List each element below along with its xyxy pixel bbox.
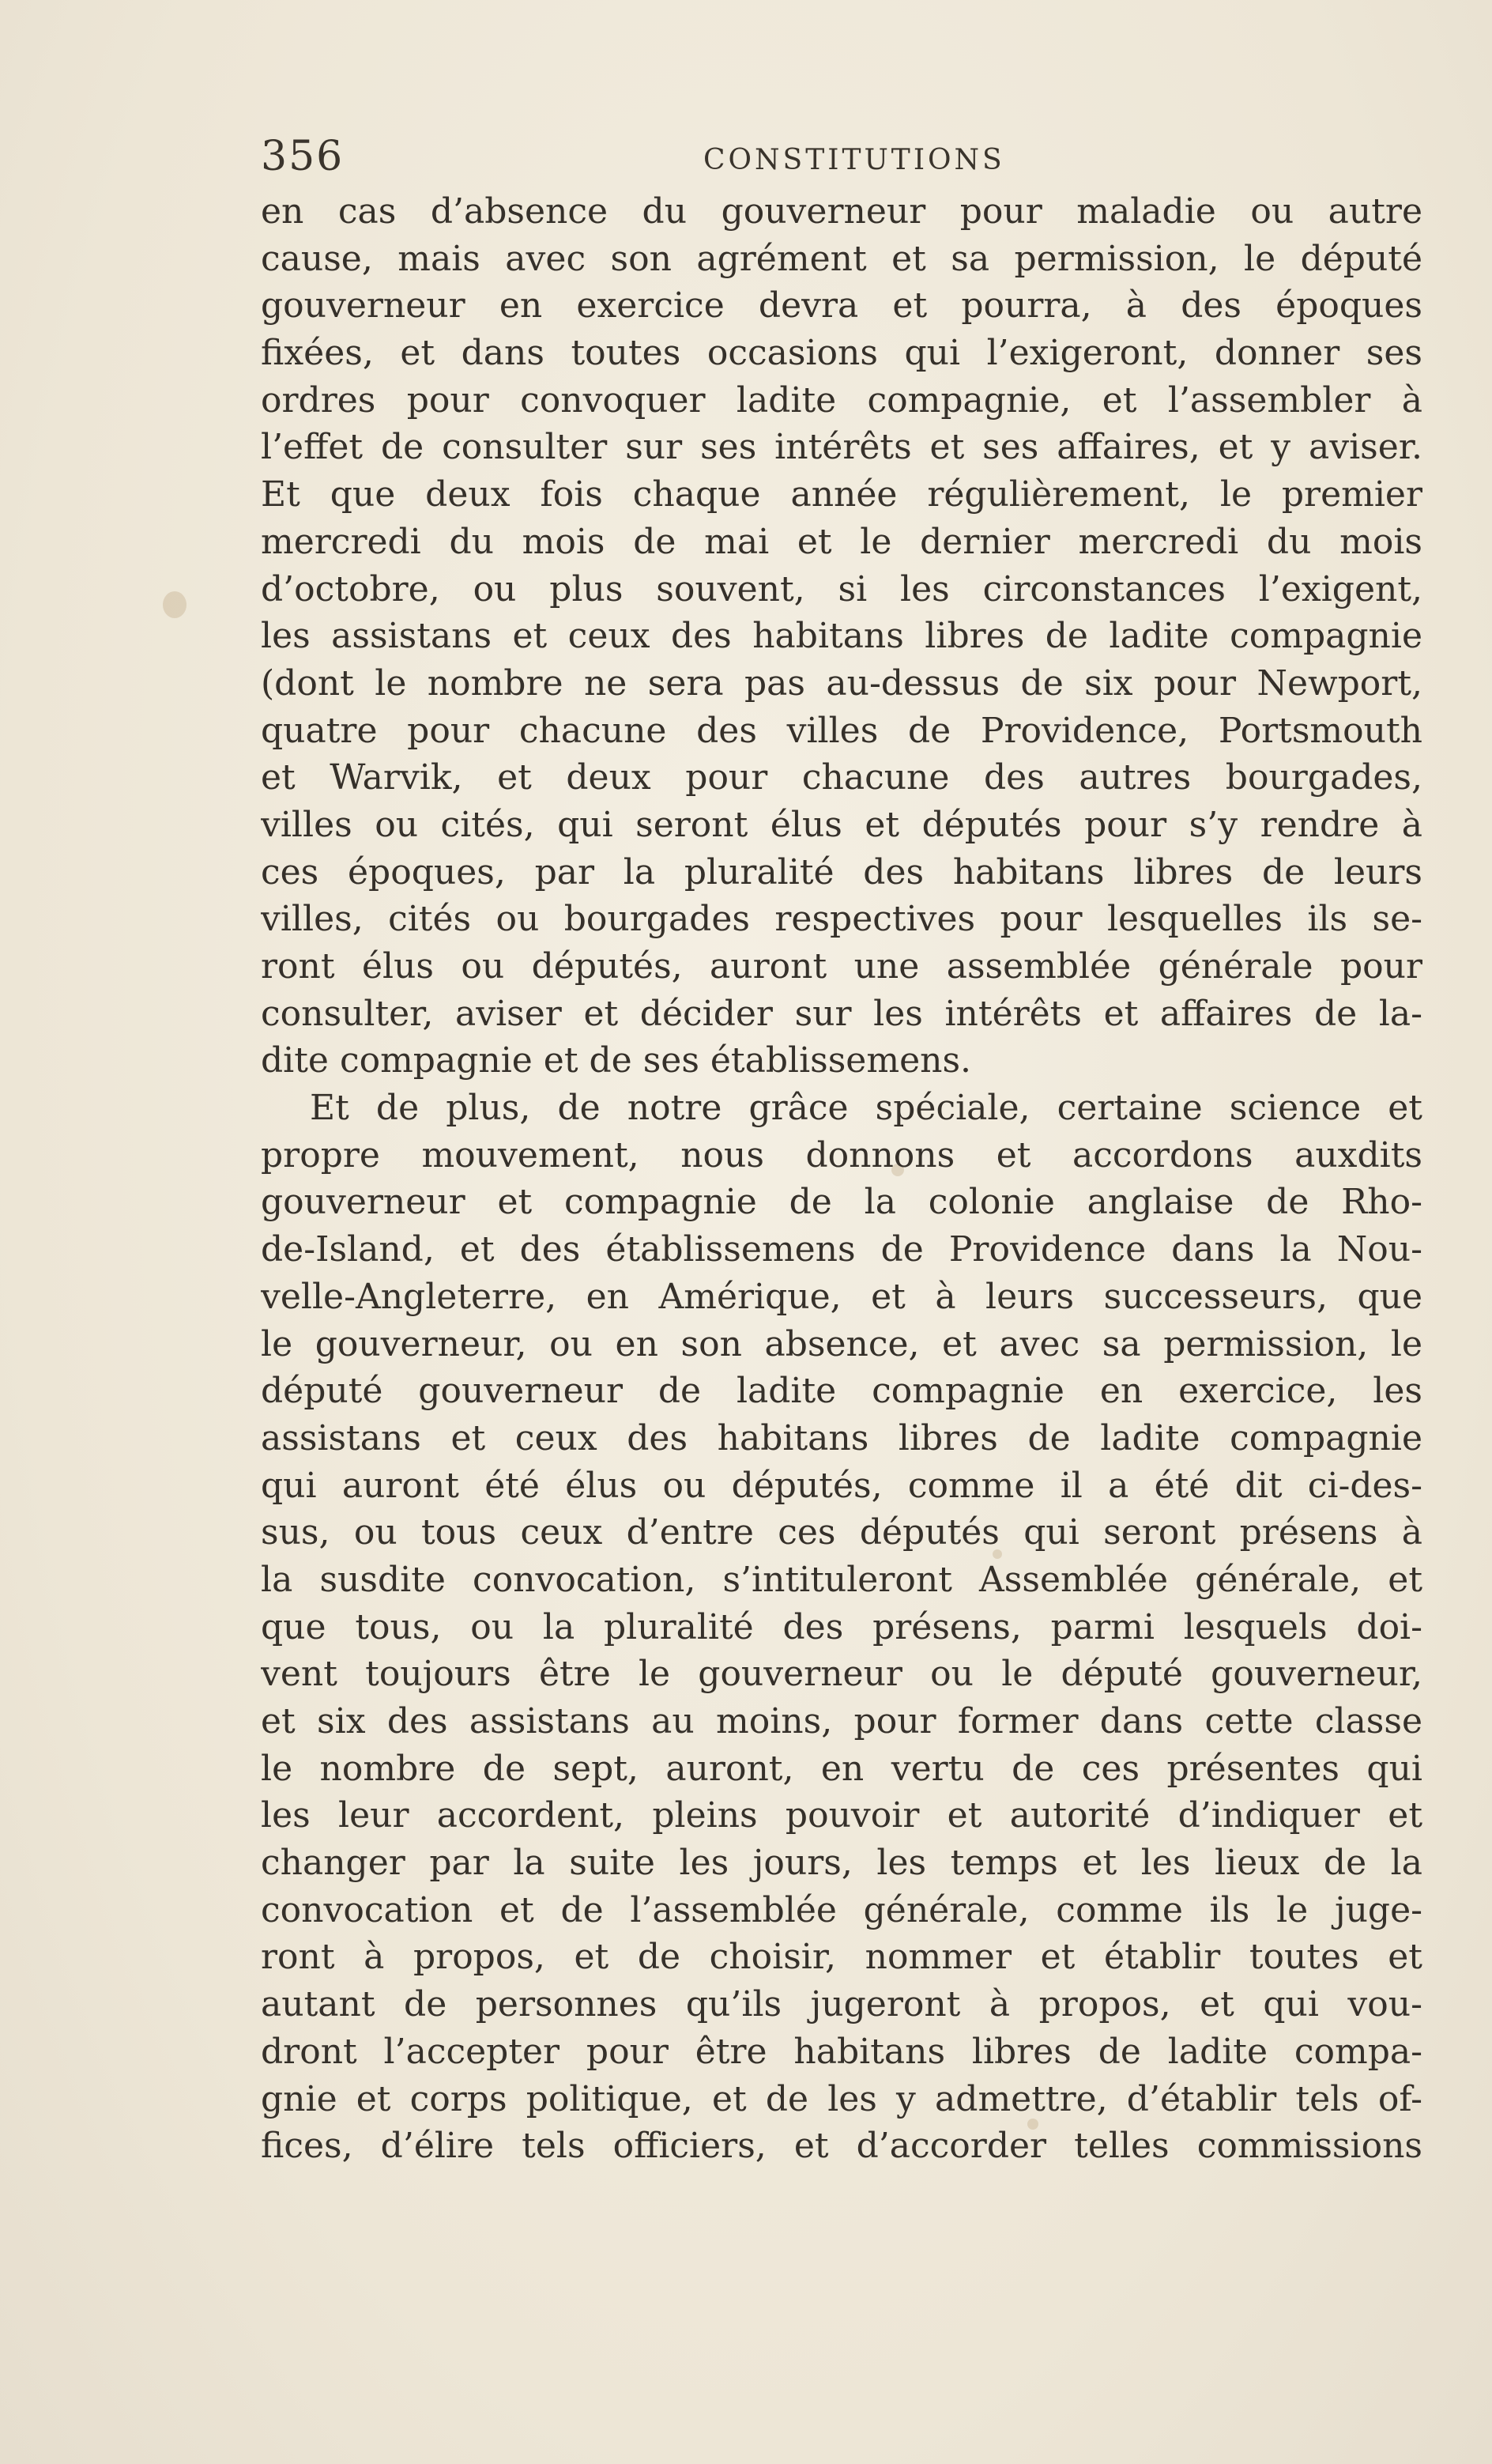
text-line: en cas d’absence du gouverneur pour maladie ou autre — [261, 191, 1422, 232]
page-number: 356 — [261, 133, 345, 180]
text-line: Et que deux fois chaque année régulièrement, le premier — [261, 474, 1422, 515]
text-line: sus, ou tous ceux d’entre ces députés qui seront présens à — [261, 1512, 1422, 1553]
text-line: cause, mais avec son agrément et sa permission, le député — [261, 238, 1422, 279]
text-line: dront l’accepter pour être habitans libres de ladite compa- — [261, 2031, 1422, 2072]
text-line: gnie et corps politique, et de les y admettre, d’établir tels of- — [261, 2078, 1422, 2119]
text-line: (dont le nombre ne sera pas au-dessus de six pour Newport, — [261, 662, 1422, 704]
text-line: assistans et ceux des habitans libres de ladite compagnie — [261, 1417, 1422, 1458]
text-line: autant de personnes qu’ils jugeront à propos, et qui vou- — [261, 1984, 1422, 2025]
text-line: que tous, ou la pluralité des présens, parmi lesquels doi- — [261, 1606, 1422, 1647]
text-line: velle-Angleterre, en Amérique, et à leurs successeurs, que — [261, 1276, 1422, 1317]
text-line: d’octobre, ou plus souvent, si les circonstances l’exigent, — [261, 568, 1422, 609]
text-line: changer par la suite les jours, les temps et les lieux de la — [261, 1843, 1422, 1884]
text-line: qui auront été élus ou députés, comme il a été dit ci-des- — [261, 1465, 1422, 1506]
text-line: les leur accordent, pleins pouvoir et autorité d’indiquer et — [261, 1795, 1422, 1836]
text-line: villes ou cités, qui seront élus et députés pour s’y rendre à — [261, 804, 1422, 845]
text-line: ces époques, par la pluralité des habitans libres de leurs — [261, 851, 1422, 892]
text-line: gouverneur et compagnie de la colonie anglaise de Rho- — [261, 1182, 1422, 1223]
text-line: et Warvik, et deux pour chacune des autres bourgades, — [261, 757, 1422, 798]
text-line: ront à propos, et de choisir, nommer et établir toutes et — [261, 1937, 1422, 1978]
text-line: de-Island, et des établissemens de Providence dans la Nou- — [261, 1229, 1422, 1270]
text-line: consulter, aviser et décider sur les intérêts et affaires de la- — [261, 993, 1422, 1034]
text-line: fices, d’élire tels officiers, et d’accorder telles commissions — [261, 2126, 1422, 2167]
text-line: gouverneur en exercice devra et pourra, à des époques — [261, 285, 1422, 326]
text-line: convocation et de l’assemblée générale, comme ils le juge- — [261, 1889, 1422, 1930]
text-line: la susdite convocation, s’intituleront Assemblée générale, et — [261, 1559, 1422, 1600]
page-header — [261, 133, 1422, 188]
text-line: propre mouvement, nous donnons et accordons auxdits — [261, 1134, 1422, 1175]
text-line: les assistans et ceux des habitans libres de ladite compagnie — [261, 616, 1422, 657]
text-line: mercredi du mois de mai et le dernier mercredi du mois — [261, 521, 1422, 562]
text-line: vent toujours être le gouverneur ou le député gouverneur, — [261, 1654, 1422, 1695]
text-line: villes, cités ou bourgades respectives pour lesquelles ils se- — [261, 899, 1422, 940]
text-line: le nombre de sept, auront, en vertu de ces présentes qui — [261, 1748, 1422, 1789]
text-line: fixées, et dans toutes occasions qui l’exigeront, donner ses — [261, 333, 1422, 374]
running-head: CONSTITUTIONS — [703, 144, 1005, 176]
foxing-spot — [163, 591, 186, 618]
text-line: le gouverneur, ou en son absence, et avec sa permission, le — [261, 1323, 1422, 1364]
text-line: l’effet de consulter sur ses intérêts et ses affaires, et y aviser. — [261, 427, 1422, 468]
text-line: et six des assistans au moins, pour former dans cette classe — [261, 1701, 1422, 1741]
body-text — [261, 188, 1422, 2170]
text-line: quatre pour chacune des villes de Providence, Portsmouth — [261, 710, 1422, 751]
text-line: Et de plus, de notre grâce spéciale, certaine science et — [310, 1088, 1422, 1129]
text-line: ordres pour convoquer ladite compagnie, et l’assembler à — [261, 379, 1422, 421]
text-line: député gouverneur de ladite compagnie en exercice, les — [261, 1371, 1422, 1412]
text-line: dite compagnie et de ses établissemens. — [261, 1040, 972, 1081]
text-line: ront élus ou députés, auront une assemblée générale pour — [261, 946, 1422, 987]
